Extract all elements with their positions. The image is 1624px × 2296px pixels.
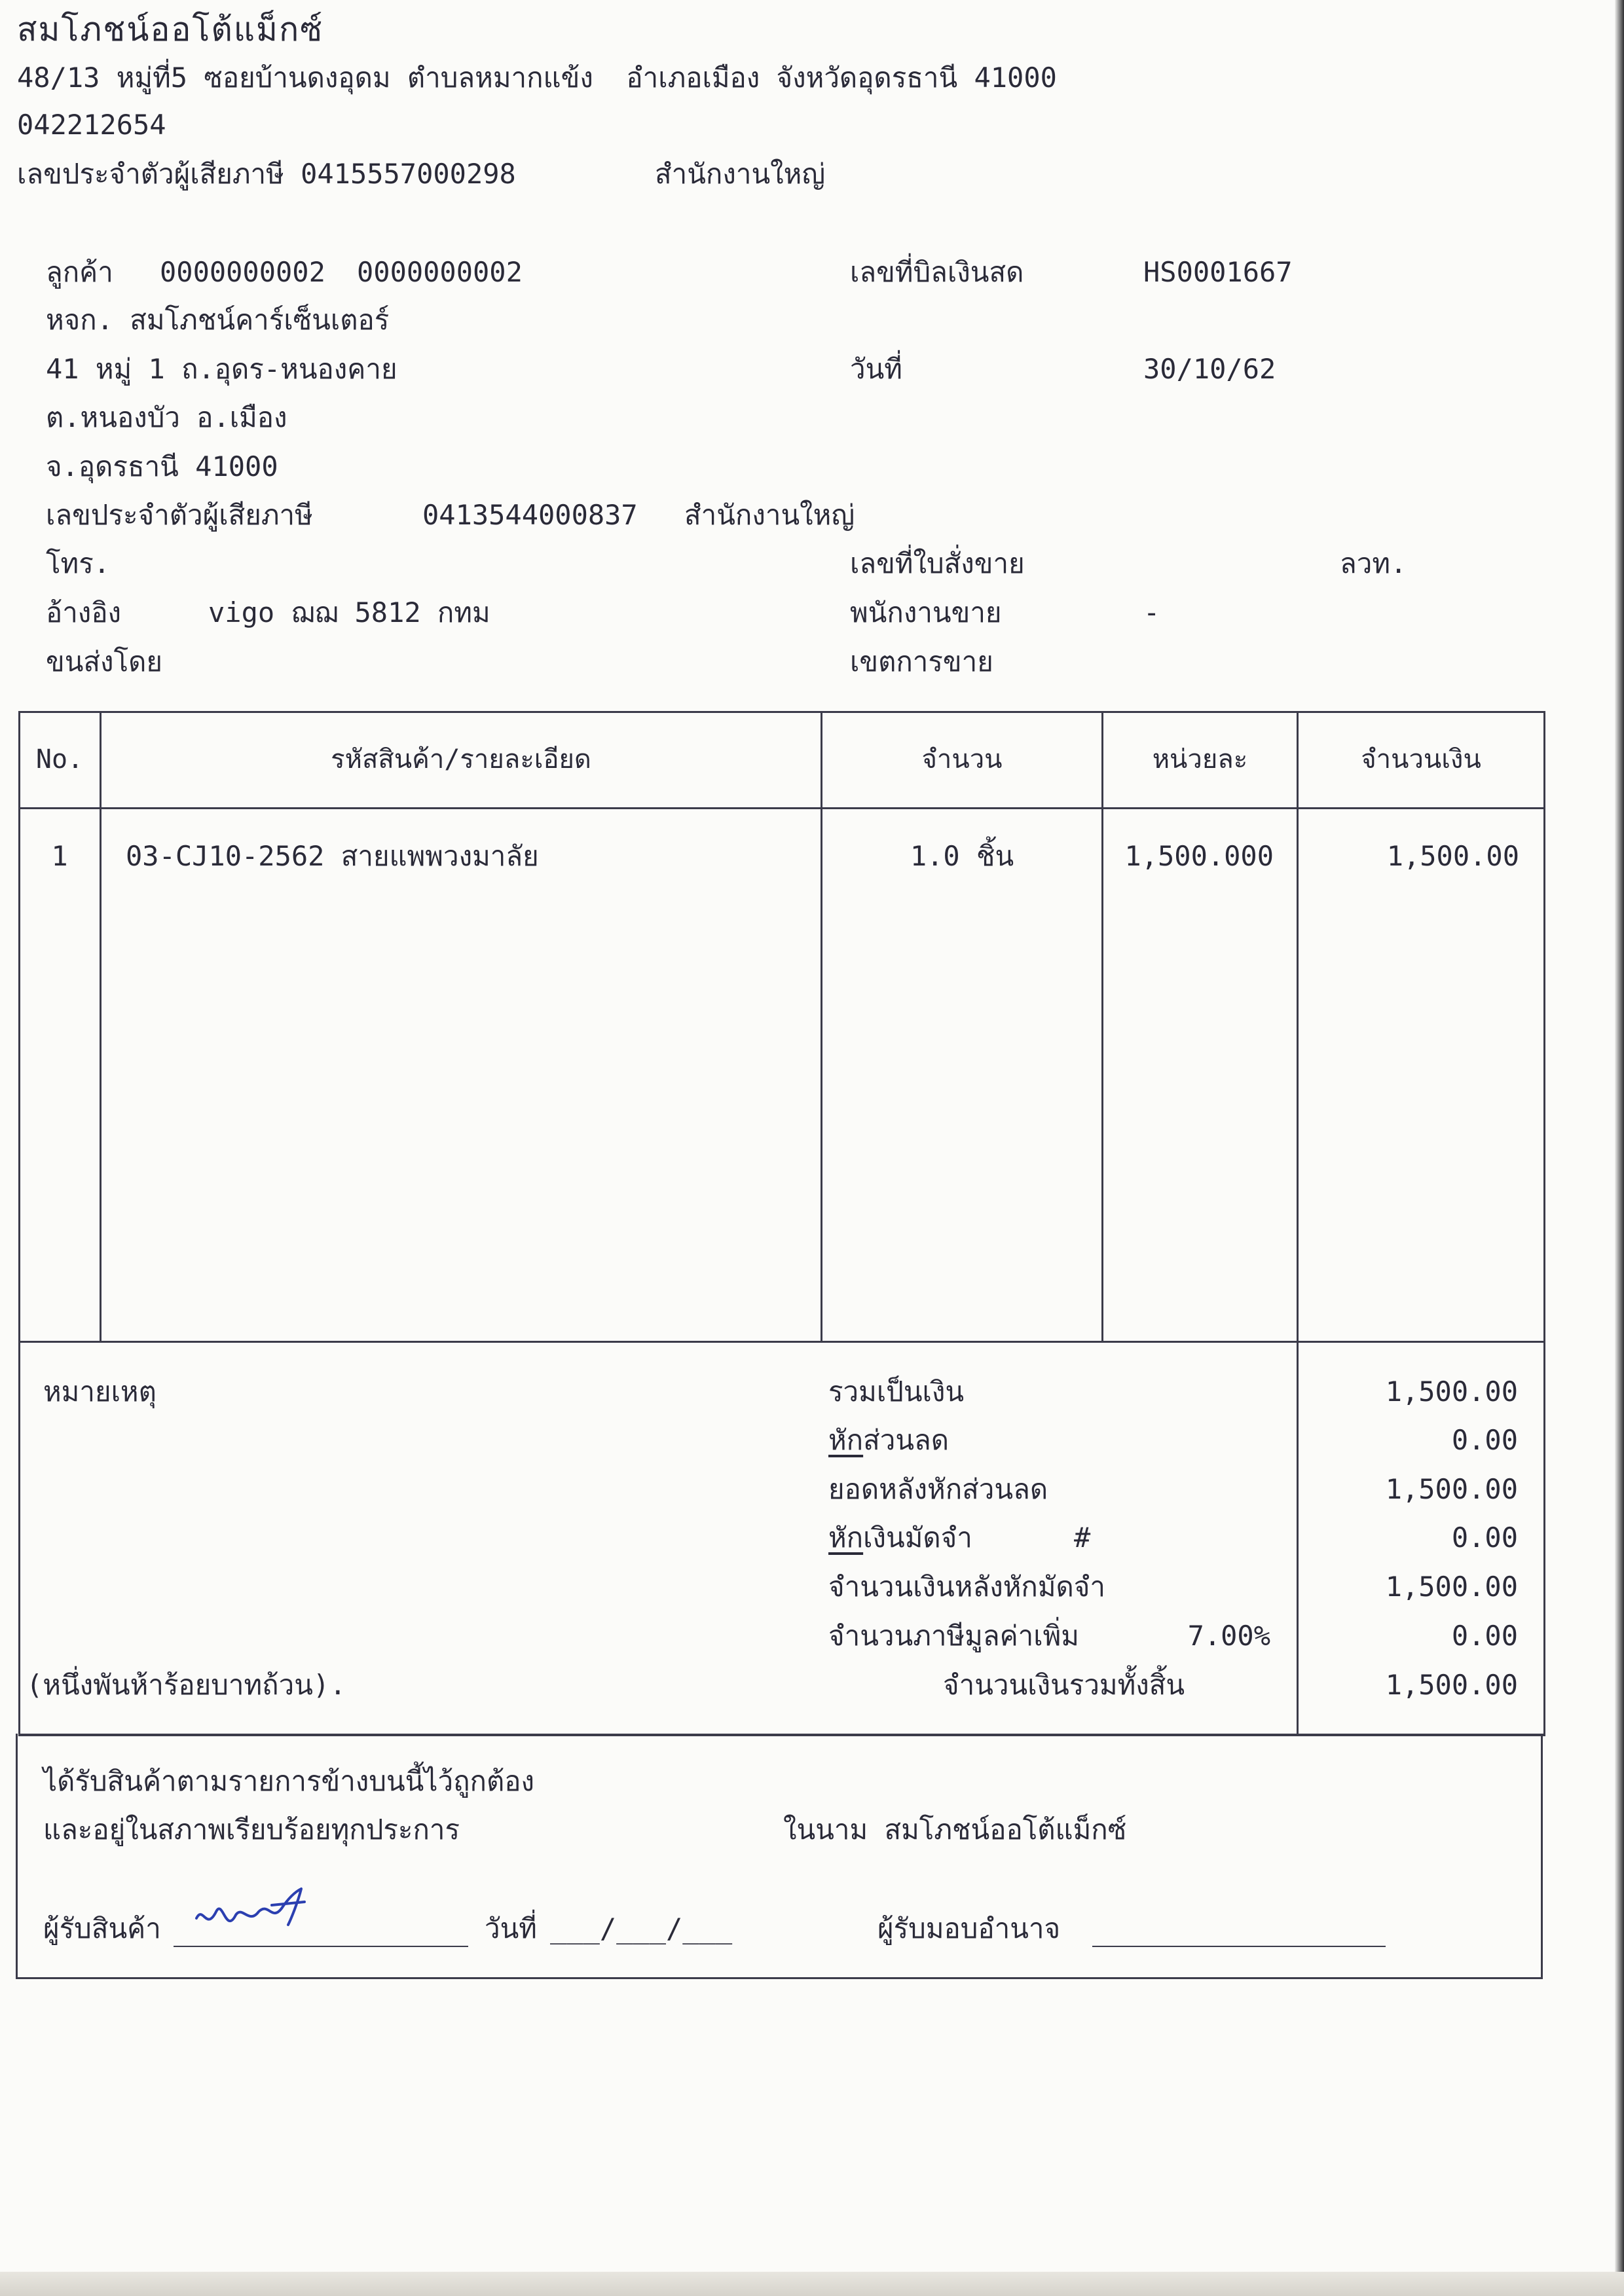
vat-value: 0.00	[1451, 1620, 1518, 1652]
reference-label: อ้างอิง	[46, 596, 122, 629]
column-divider-no	[100, 711, 101, 1342]
column-divider-qty	[1101, 711, 1103, 1342]
row-quantity: 1.0 ชิ้น	[910, 840, 1014, 872]
receiver-signature-line	[174, 1946, 468, 1947]
customer-address-3: จ.อุดรธานี 41000	[46, 450, 278, 483]
bill-number: HS0001667	[1143, 256, 1293, 288]
header-divider	[18, 807, 1545, 809]
customer-tax-id: 0413544000837	[422, 499, 638, 531]
customer-tax-label: เลขประจำตัวผู้เสียภาษี	[46, 499, 313, 531]
shipping-label: ขนส่งโดย	[46, 646, 163, 678]
vat-rate: 7.00%	[1187, 1620, 1270, 1652]
deposit-label-rest: เงินมัดจำ	[863, 1522, 972, 1554]
customer-label: ลูกค้า	[46, 256, 113, 288]
amount-in-words: (หนึ่งพันห้าร้อยบาทถ้วน).	[26, 1669, 346, 1701]
bill-number-label: เลขที่บิลเงินสด	[850, 256, 1024, 288]
row-description: 03-CJ10-2562 สายแพพวงมาลัย	[126, 840, 539, 872]
deposit-label	[828, 1524, 972, 1552]
items-bottom-divider	[18, 1341, 1545, 1343]
subtotal-value: 1,500.00	[1385, 1376, 1518, 1408]
bill-date: 30/10/62	[1143, 353, 1276, 385]
company-tax-id: เลขประจำตัวผู้เสียภาษี 0415557000298	[17, 158, 516, 190]
remark-label: หมายเหตุ	[43, 1376, 157, 1408]
receiver-signature	[190, 1879, 321, 1944]
authorized-signature-line	[1092, 1946, 1386, 1947]
after-discount-value: 1,500.00	[1385, 1473, 1518, 1505]
after-deposit-label: จำนวนเงินหลังหักมัดจำ	[828, 1571, 1105, 1603]
deposit-label-deduct: หัก	[828, 1522, 864, 1554]
customer-address-2: ต.หนองบัว อ.เมือง	[46, 401, 287, 433]
discount-label-deduct: หัก	[828, 1424, 864, 1456]
sales-order-label: เลขที่ใบสั่งขาย	[850, 547, 1025, 579]
receiver-label: ผู้รับสินค้า	[43, 1912, 161, 1944]
customer-phone-label: โทร.	[46, 547, 111, 579]
after-deposit-value: 1,500.00	[1385, 1571, 1518, 1603]
scan-edge-bottom	[0, 2272, 1624, 2296]
company-address: 48/13 หมู่ที่5 ซอยบ้านดงอุดม ตำบลหมากแข้ง อำเภอเมือง จังหวัดอุดรธานี 41000	[17, 62, 1057, 94]
header-quantity: จำนวน	[921, 744, 1003, 774]
header-amount: จำนวนเงิน	[1361, 744, 1481, 774]
row-unit-price: 1,500.000	[1124, 840, 1274, 872]
subtotal-label: รวมเป็นเงิน	[828, 1376, 965, 1408]
column-divider-desc	[821, 711, 822, 1342]
authorized-label: ผู้รับมอบอำนาจ	[877, 1912, 1061, 1944]
row-no: 1	[51, 840, 68, 872]
receive-date-blank: ___/___/___	[550, 1912, 733, 1944]
vat-label: จำนวนภาษีมูลค่าเพิ่ม	[828, 1620, 1079, 1652]
customer-code-2: 0000000002	[357, 256, 523, 288]
deposit-mark: #	[1074, 1522, 1091, 1554]
company-name: สมโภชน์ออโต้แม็กซ์	[17, 10, 324, 48]
scan-edge-right	[1615, 0, 1624, 2296]
header-description: รหัสสินค้า/รายละเอียด	[331, 744, 591, 774]
discount-label	[828, 1424, 950, 1456]
reference-value: vigo ฌฌ 5812 กทม	[208, 596, 490, 629]
customer-branch: สำนักงานใหญ่	[684, 499, 855, 531]
sales-area-label: เขตการขาย	[850, 646, 993, 678]
sales-order-value: ลวท.	[1340, 547, 1407, 579]
receive-date-label: วันที่	[485, 1912, 537, 1944]
grand-total-label: จำนวนเงินรวมทั้งสิ้น	[943, 1669, 1185, 1701]
received-text-line-2: และอยู่ในสภาพเรียบร้อยทุกประการ	[43, 1813, 460, 1846]
after-discount-label: ยอดหลังหักส่วนลด	[828, 1473, 1048, 1505]
bill-date-label: วันที่	[850, 353, 902, 385]
header-no: No.	[35, 744, 84, 774]
company-branch: สำนักงานใหญ่	[655, 158, 826, 190]
salesperson-label: พนักงานขาย	[850, 596, 1002, 629]
header-unit-price: หน่วยละ	[1152, 744, 1248, 774]
received-text-line-1: ได้รับสินค้าตามรายการข้างบนนี้ไว้ถูกต้อง	[43, 1765, 534, 1797]
deposit-value: 0.00	[1451, 1522, 1518, 1554]
on-behalf-text: ในนาม สมโภชน์ออโต้แม็กซ์	[783, 1813, 1127, 1846]
discount-value: 0.00	[1451, 1424, 1518, 1456]
grand-total-value: 1,500.00	[1385, 1669, 1518, 1701]
customer-code-1: 0000000002	[160, 256, 325, 288]
customer-address-1: 41 หมู่ 1 ถ.อุดร-หนองคาย	[46, 353, 397, 385]
salesperson-value: -	[1143, 596, 1160, 629]
customer-name: หจก. สมโภชน์คาร์เซ็นเตอร์	[46, 304, 390, 336]
column-divider-unit	[1297, 711, 1299, 1735]
discount-label-rest: ส่วนลด	[863, 1424, 950, 1456]
row-amount: 1,500.00	[1386, 840, 1519, 872]
company-phone: 042212654	[17, 109, 166, 141]
